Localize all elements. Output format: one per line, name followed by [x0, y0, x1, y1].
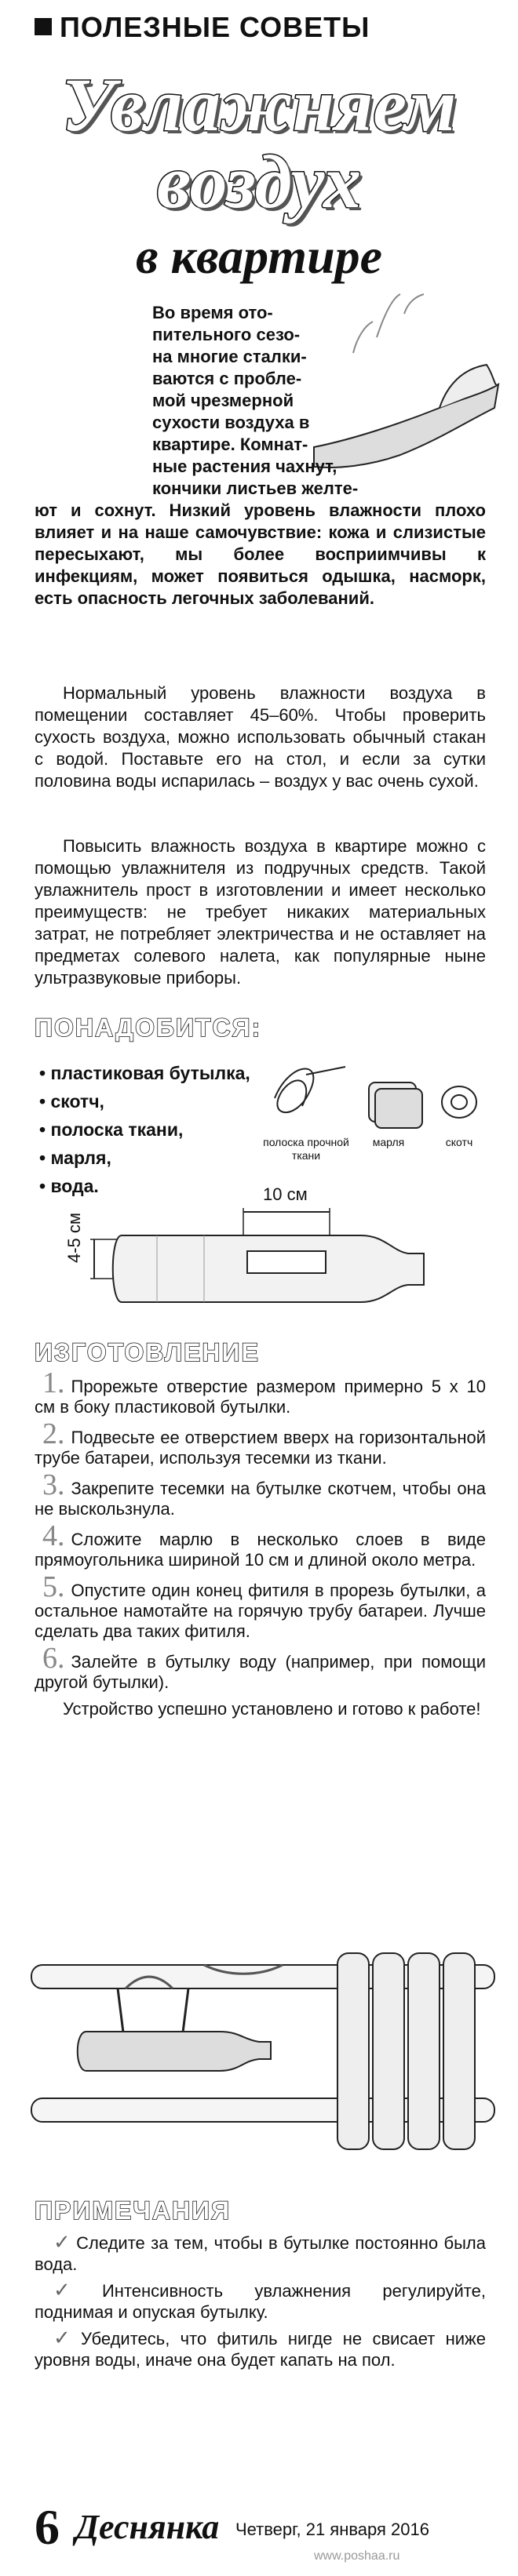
- needed-title: ПОНАДОБИТСЯ:: [35, 1013, 262, 1042]
- rubric-square-icon: [35, 18, 52, 35]
- making-title: ИЗГОТОВЛЕНИЕ: [35, 1338, 260, 1366]
- tape-icon: [442, 1086, 476, 1118]
- title-line-3: в квартире: [135, 228, 383, 284]
- radiator-illustration: [24, 1941, 502, 2169]
- caption-fabric: полоска прочной ткани: [263, 1136, 349, 1162]
- step-item: 1. Прорежьте отверстие размером примерно 5 х 10 см в боку пластиковой бутылки.: [35, 1366, 486, 1417]
- needed-item: • скотч,: [39, 1091, 104, 1112]
- needed-item: • пластиковая бутылка,: [39, 1063, 250, 1083]
- page-number: 6: [35, 2499, 60, 2555]
- gauze-icon: [369, 1082, 422, 1128]
- intro-line: сухости воздуха в: [152, 413, 310, 432]
- height-label: 4-5 см: [64, 1212, 84, 1263]
- intro-line: квартире. Комнат-: [152, 435, 308, 454]
- materials-illustration: [259, 1051, 494, 1184]
- intro-line: мой чрезмерной: [152, 391, 294, 410]
- intro-line: ют и сохнут. Низкий уровень влажности плохо влияет и на наше самочувствие: кожа и слизистые пересыхают, мы более восприимчивы к инфекциям, может появиться одышка, насморк, есть опасность легочных заболеваний.: [35, 500, 486, 608]
- notes-title: ПРИМЕЧАНИЯ: [35, 2196, 232, 2225]
- needed-item: • марля,: [39, 1148, 111, 1168]
- paragraph-1: Нормальный уровень влажности воздуха в помещении составляет 45–60%. Чтобы проверить сухость воздуха, можно использовать обычный стакан с водой. Поставьте его на стол, и если за сутки половина воды испарилась – воздух у вас очень сухой.: [35, 683, 486, 791]
- caption-gauze: марля: [372, 1136, 405, 1148]
- intro: [35, 302, 486, 609]
- watermark: www.poshaa.ru: [314, 2549, 400, 2563]
- intro-line: Во время ото-: [152, 303, 273, 322]
- intro-line: ваются с пробле-: [152, 369, 302, 388]
- needed-list: [39, 1059, 275, 1200]
- intro-line: ные растения чахнут,: [152, 457, 337, 476]
- paragraph-2: Повысить влажность воздуха в квартире можно с помощью увлажнителя из подручных средств. Такой увлажнитель прост в изготовлении и имеет несколько преимуществ: не требует никаких материальных затрат, не потребляет электричества и не оставляет на предметах солевого налета, как популярные ныне ультразвуковые приборы.: [35, 836, 486, 988]
- fabric-strip-icon: [275, 1067, 345, 1112]
- notes-list: [35, 2232, 486, 2370]
- rubric-label: ПОЛЕЗНЫЕ СОВЕТЫ: [60, 11, 370, 43]
- note-item: ✓ Интенсивность увлажнения регулируйте, поднимая и опуская бутылку.: [35, 2278, 486, 2322]
- step-item: 3. Закрепите тесемки на бутылке скотчем, чтобы она не выскользнула.: [35, 1468, 486, 1519]
- intro-line: на многие сталки-: [152, 347, 307, 366]
- needed-item: • вода.: [39, 1176, 99, 1196]
- final-note: Устройство успешно установлено и готово к работе!: [63, 1699, 481, 1719]
- intro-line: пительного сезо-: [152, 325, 301, 344]
- intro-line: кончики листьев желте-: [152, 478, 359, 498]
- check-icon: ✓: [53, 2230, 72, 2254]
- step-item: 6. Залейте в бутылку воду (например, при помощи другой бутылки).: [35, 1642, 486, 1692]
- step-item: 2. Подвесьте ее отверстием вверх на горизонтальной трубе батареи, используя тесемки из ткани.: [35, 1417, 486, 1468]
- newspaper-logo: Деснянка: [75, 2508, 220, 2546]
- needed-item: • полоска ткани,: [39, 1119, 184, 1140]
- title-line-2: воздух: [156, 140, 362, 224]
- title-line-1: Увлажняем: [61, 63, 457, 147]
- note-item: ✓ Следите за тем, чтобы в бутылке постоянно была вода.: [35, 2230, 486, 2274]
- step-item: 4. Сложите марлю в несколько слоев в виде прямоугольника шириной 10 см и длиной около метра.: [35, 1519, 486, 1570]
- steps-list: [35, 1366, 486, 1719]
- note-item: ✓ Убедитесь, что фитиль нигде не свисает ниже уровня воды, иначе она будет капать на пол.: [35, 2326, 486, 2370]
- issue-date: Четверг, 21 января 2016: [235, 2520, 429, 2539]
- check-icon: ✓: [53, 2278, 97, 2301]
- check-icon: ✓: [53, 2326, 76, 2349]
- caption-tape: скотч: [445, 1136, 473, 1148]
- rubric: [35, 11, 370, 44]
- bottle-diagram: [47, 1208, 440, 1318]
- width-label: 10 см: [263, 1184, 308, 1204]
- step-item: 5. Опустите один конец фитиля в прорезь бутылки, а остальное намотайте на горячую трубу батареи. Лучше сделать два таких фитиля.: [35, 1570, 486, 1641]
